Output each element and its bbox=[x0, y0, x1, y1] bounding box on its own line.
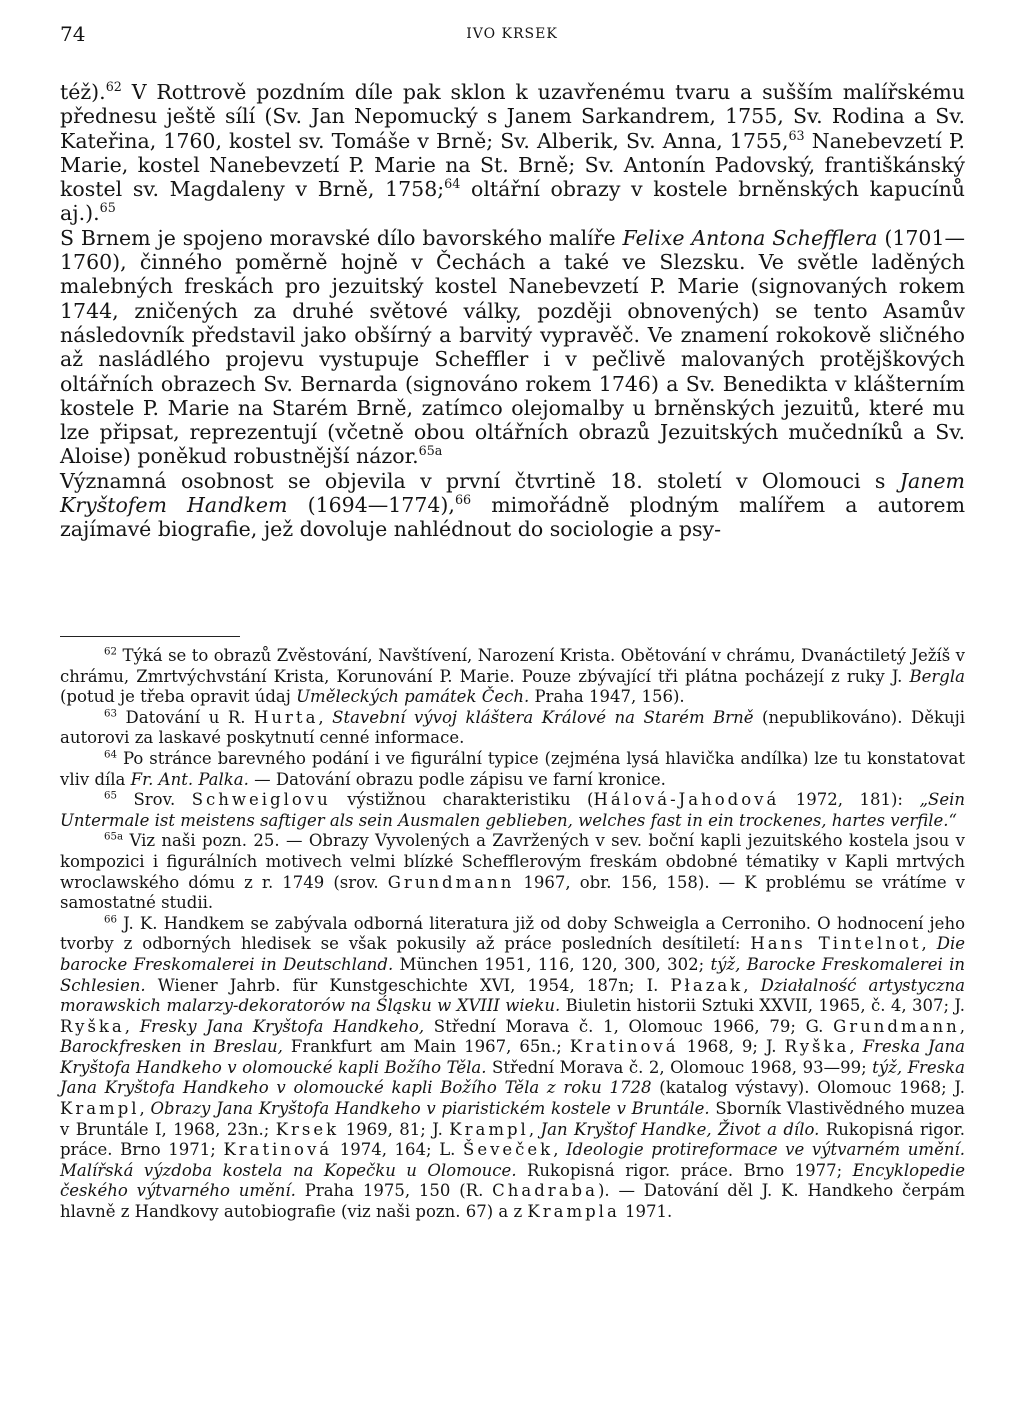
italic-run: Uměleckých památek Čech. bbox=[296, 687, 530, 707]
text-run: Významná osobnost se objevila v první čtvrtině 18. století v Olomouci s bbox=[60, 468, 900, 493]
spaced-name: Ševeček bbox=[463, 1140, 554, 1160]
text-run: Rukopisná rigor. práce. Brno 1971; bbox=[60, 1119, 965, 1160]
paragraph bbox=[60, 469, 965, 542]
spaced-name: Hurta bbox=[254, 707, 319, 727]
text-run: oltářní obrazy v kostele brněnských kapucínů aj.). bbox=[60, 177, 965, 226]
spaced-name: Krampl bbox=[449, 1119, 529, 1139]
footnote-ref[interactable]: 66 bbox=[454, 492, 472, 508]
text-run: , bbox=[849, 1037, 863, 1057]
footnote-number: 66 bbox=[104, 914, 118, 926]
italic-run: týž, Freska Jana Kryštofa Handkeho v olomoucké kapli Božího Těla z roku 1728 bbox=[60, 1057, 965, 1098]
paragraph bbox=[60, 80, 965, 226]
italic-run: Działalność artystyczna morawskich malarzy-dekoratorów na Śląsku w XVIII wieku. bbox=[60, 975, 965, 1016]
footnote-63 bbox=[60, 708, 965, 749]
spaced-name: Krampla bbox=[527, 1202, 620, 1222]
text-run: , bbox=[921, 934, 937, 954]
text-run: 1972, 181): bbox=[779, 790, 920, 810]
text-run: Biuletin historii Sztuki XXVII, 1965, č. 4, 307; J. bbox=[560, 996, 965, 1016]
text-run: , bbox=[528, 1119, 541, 1139]
spaced-name: Krampl bbox=[60, 1099, 140, 1119]
text-run: Praha 1947, 156). bbox=[529, 687, 685, 707]
text-run: mimořádně plodným malířem a autorem zajímavé biografie, jež dovoluje nahlédnout do sociologie a psy- bbox=[60, 493, 966, 542]
footnote-66 bbox=[60, 914, 965, 1223]
italic-run: Freska Jana Kryštofa Handkeho v olomoucké kapli Božího Těla. bbox=[60, 1037, 965, 1077]
main-text bbox=[60, 80, 965, 542]
text-run: — Datování obrazu podle zápisu ve farní kronice. bbox=[248, 769, 666, 789]
running-head: IVO KRSEK bbox=[466, 26, 558, 42]
text-run: Sborník Vlastivědného muzea v Bruntále I, 1968, 23n.; bbox=[60, 1099, 965, 1139]
italic-run: Fresky Jana Kryštofa Handkeho, bbox=[139, 1016, 425, 1036]
italic-run: Bergla bbox=[909, 666, 965, 686]
italic-run: Die barocke Freskomalerei in Deutschland. bbox=[60, 934, 965, 974]
text-run: Týká se to obrazů Zvěstování, Navštívení, Narození Krista. Obětování v chrámu, Dvanáctiletý Ježíš v chrámu, Zmrtvýchvstání Krista, Korunování P. Marie. Pouze zbývající tři plátna pocházejí z ruky J. bbox=[60, 646, 965, 686]
text-run: (nepublikováno). Děkuji autorovi za laskavé poskytnutí cenné informace. bbox=[60, 707, 965, 748]
italic-run: Stavební vývoj kláštera Králové na Starém Brně bbox=[332, 707, 754, 727]
text-run: Nanebevzetí P. Marie, kostel Nanebevzetí P. Marie na St. Brně; Sv. Antonín Padovský, františkánský kostel sv. Magdaleny v Brně, 1758; bbox=[60, 128, 965, 202]
text-run: Rukopisná rigor. práce. Brno 1977; bbox=[516, 1160, 853, 1180]
footnote-64 bbox=[60, 749, 965, 790]
spaced-name: Hans Tintelnot bbox=[750, 934, 922, 954]
text-run: Wiener Jahrb. für Kunstgeschichte XVI, 1954, 187n; I. bbox=[145, 975, 671, 995]
text-run: Viz naši pozn. 25. — Obrazy Vyvolených a Zavržených v sev. boční kapli jezuitského kostela jsou v kompozici i figurálních motivech velmi blízké Schefflerovým freskám obdobné tématiky v Kapli mrtvých wroclawského dómu z r. 1749 (srov. bbox=[60, 831, 965, 892]
text-run: též). bbox=[60, 80, 106, 104]
italic-run: Barockfresken in Breslau, bbox=[60, 1037, 283, 1057]
text-run: , bbox=[743, 975, 761, 995]
text-run: , bbox=[553, 1140, 567, 1160]
text-run: Datování u R. bbox=[117, 707, 255, 727]
text-run: Srov. bbox=[117, 790, 192, 810]
italic-run: „Sein Untermale ist meistens saftiger als sein Ausmalen geblieben, welches fast in ein trockenes, hartes verfile.“ bbox=[60, 790, 965, 830]
text-run: , bbox=[139, 1099, 151, 1119]
text-run: Po stránce barevného podání i ve figurální typice (zejména lysá hlavička andílka) lze tu konstatovat vliv díla bbox=[60, 748, 965, 789]
footnote-number: 65 bbox=[104, 790, 118, 802]
text-run: Praha 1975, 150 (R. bbox=[295, 1181, 493, 1201]
text-run: , bbox=[318, 707, 333, 727]
footnote-ref[interactable]: 62 bbox=[105, 79, 122, 95]
page-number: 74 bbox=[60, 22, 86, 46]
text-run: Frankfurt am Main 1967, 65n.; bbox=[282, 1037, 570, 1057]
footnote-65 bbox=[60, 790, 965, 831]
text-run: Střední Morava č. 2, Olomouc 1968, 93—99; bbox=[486, 1057, 873, 1077]
person-name: Felixe Antona Schefflera bbox=[622, 225, 878, 250]
text-run: München 1951, 116, 120, 300, 302; bbox=[393, 954, 711, 974]
footnote-number: 65a bbox=[104, 831, 124, 843]
text-run: Střední Morava č. 1, Olomouc 1966, 79; G. bbox=[424, 1016, 834, 1036]
italic-run: Ideologie protireformace ve výtvarném umění. Malířská výzdoba kostela na Kopečku u Olomouce. bbox=[60, 1140, 965, 1180]
spaced-name: Ryška bbox=[784, 1037, 850, 1057]
spaced-name: Grundmann bbox=[833, 1016, 960, 1036]
spaced-name: Kratinová bbox=[223, 1140, 333, 1160]
paragraph bbox=[60, 226, 965, 469]
spaced-name: Hálová-Jahodová bbox=[593, 790, 780, 810]
italic-run: Obrazy Jana Kryštofa Handkeho v piaristickém kostele v Bruntále. bbox=[150, 1099, 710, 1119]
person-name: Janem Kryštofem Handkem bbox=[60, 468, 965, 518]
footnotes bbox=[60, 646, 965, 1223]
footnote-ref[interactable]: 63 bbox=[788, 127, 805, 143]
text-run: výstižnou charakteristiku ( bbox=[330, 790, 594, 810]
footnote-number: 62 bbox=[104, 646, 118, 658]
text-run: , bbox=[124, 1016, 140, 1036]
italic-run: Encyklopedie českého výtvarného umění. bbox=[60, 1160, 965, 1201]
spaced-name: Ryška bbox=[60, 1016, 125, 1036]
spaced-name: Krsek bbox=[275, 1119, 340, 1139]
text-run: (1694—1774), bbox=[287, 493, 455, 518]
text-run: (potud je třeba opravit údaj bbox=[60, 687, 297, 707]
text-run: J. K. Handkem se zabývala odborná literatura již od doby Schweigla a Cerroniho. O hodnocení jeho tvorby z odborných hledisek se však pokusily až práce posledních desítiletí: bbox=[60, 913, 965, 954]
text-run: ). — Datování děl J. K. Handkeho čerpám hlavně z Handkovy autobiografie (viz naši pozn. 67) a z bbox=[60, 1181, 965, 1222]
text-run: (katalog výstavy). Olomouc 1968; J. bbox=[651, 1078, 965, 1098]
footnote-65a bbox=[60, 831, 965, 913]
text-run: 1967, obr. 156, 158). — K problému se vrátíme v samostatné studii. bbox=[60, 872, 966, 913]
italic-run: týž, Barocke Freskomalerei in Schlesien. bbox=[60, 954, 966, 995]
text-run: 1971. bbox=[619, 1202, 673, 1222]
text-run: (1701—1760), činného poměrně hojně v Čechách a také ve Slezsku. Ve světle laděných malebných freskách pro jezuitský kostel Nanebevzetí P. Marie (signovaných rokem 1744, zničených za druhé světové války, později obnovených) se tento Asamův následovník představil jako obšírný a barvitý vypravěč. Ve znamení rokokově sličného až nasládlého projevu vystupuje Scheffler i v pečlivě malovaných protějškových oltářních obrazech Sv. Bernarda (signováno rokem 1746) a Sv. Benedikta v klášterním kostele P. Marie na Starém Brně, zatímco olejomalby u brněnských jezuitů, které mu lze připsat, reprezentují (včetně obou oltářních obrazů Jezuitských mučedníků a Sv. Aloise) poněkud robustnější názor. bbox=[60, 225, 966, 469]
text-run: 1969, 81; J. bbox=[339, 1119, 450, 1139]
footnote-ref[interactable]: 64 bbox=[444, 176, 461, 192]
spaced-name: Płazak bbox=[670, 975, 744, 995]
footnote-rule bbox=[60, 636, 240, 637]
footnote-62 bbox=[60, 646, 965, 708]
spaced-name: Schweiglovu bbox=[191, 790, 331, 810]
italic-run: Jan Kryštof Handke, Život a dílo. bbox=[540, 1119, 820, 1139]
footnote-ref[interactable]: 65a bbox=[418, 443, 443, 459]
italic-run: Fr. Ant. Palka. bbox=[130, 769, 249, 789]
text-run: 1968, 9; J. bbox=[678, 1037, 785, 1057]
text-run: S Brnem je spojeno moravské dílo bavorského malíře bbox=[60, 225, 623, 250]
footnote-ref[interactable]: 65 bbox=[99, 200, 116, 216]
text-run: V Rottrově pozdním díle pak sklon k uzavřenému tvaru a sušším malířskému přednesu ještě sílí (Sv. Jan Nepomucký s Janem Sarkandrem, 1755, Sv. Rodina a Sv. Kateřina, 1760, kostel sv. Tomáše v Brně; Sv. Alberik, Sv. Anna, 1755, bbox=[60, 80, 965, 153]
footnote-number: 64 bbox=[104, 749, 118, 761]
page-header bbox=[60, 22, 964, 48]
text-run: , bbox=[959, 1016, 965, 1036]
spaced-name: Kratinová bbox=[569, 1037, 679, 1057]
text-run: 1974, 164; L. bbox=[332, 1140, 464, 1160]
spaced-name: Chadraba bbox=[492, 1181, 598, 1201]
footnote-number: 63 bbox=[104, 708, 118, 720]
spaced-name: Grundmann bbox=[387, 872, 515, 892]
